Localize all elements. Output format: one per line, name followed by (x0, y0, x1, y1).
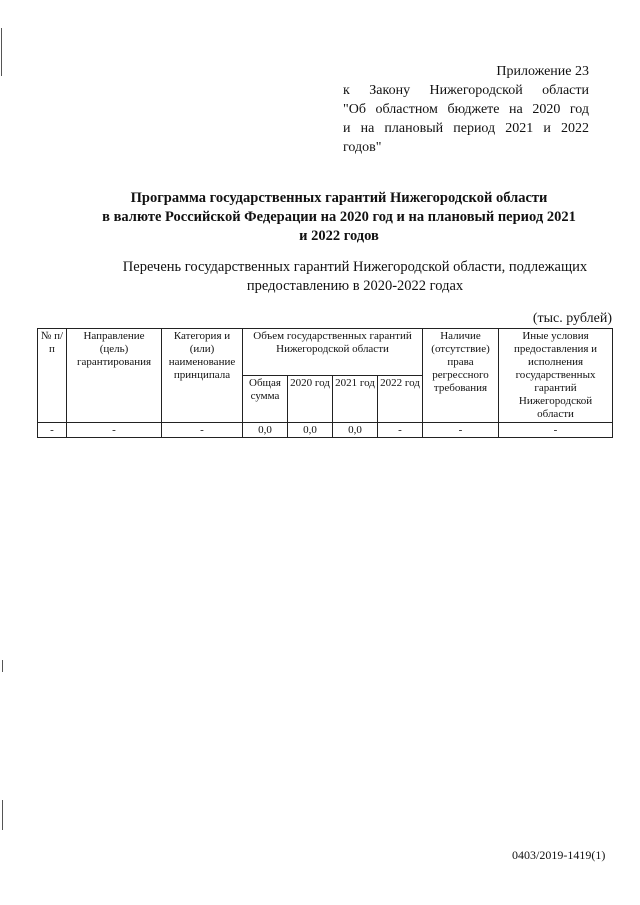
table-row (38, 423, 613, 438)
appendix-line: к Закону Нижегородской области (343, 83, 589, 98)
title-line: и 2022 годов (299, 228, 379, 244)
title-line: Программа государственных гарантий Нижегородской области (130, 190, 548, 206)
table-cell: - (499, 423, 613, 438)
table-cell: 0,0 (333, 423, 378, 438)
header-total: Общая сумма (243, 376, 288, 423)
appendix-line: "Об областном бюджете на 2020 год (343, 102, 589, 117)
title-line: в валюте Российской Федерации на 2020 год и на плановый период 2021 (102, 209, 576, 225)
appendix-line: Приложение 23 (496, 64, 589, 79)
header-conditions: Иные условия предоставления и исполнения государственных гарантий Нижегородской области (499, 329, 613, 423)
units-label: (тыс. рублей) (532, 311, 612, 326)
document-subtitle (80, 258, 630, 296)
header-num: № п/п (38, 329, 67, 423)
header-regress: Наличие (отсутствие) права регрессного требования (423, 329, 499, 423)
header-volume: Объем государственных гарантий Нижегородской области (243, 329, 423, 376)
scan-edge-mark (1, 28, 2, 76)
appendix-line: и на плановый период 2021 и 2022 (343, 121, 589, 136)
table-cell: - (67, 423, 162, 438)
subtitle-line: Перечень государственных гарантий Нижегородской области, подлежащих (122, 259, 588, 275)
document-title (60, 189, 618, 246)
table-cell: - (162, 423, 243, 438)
appendix-note (343, 62, 589, 157)
table-cell: - (38, 423, 67, 438)
table-cell: 0,0 (243, 423, 288, 438)
header-2022: 2022 год (378, 376, 423, 423)
appendix-line: годов" (343, 140, 382, 155)
header-2021: 2021 год (333, 376, 378, 423)
table-cell: - (423, 423, 499, 438)
scan-edge-mark (2, 660, 3, 672)
document-code: 0403/2019-1419(1) (512, 848, 606, 862)
header-2020: 2020 год (288, 376, 333, 423)
header-direction: Направление (цель) гарантирования (67, 329, 162, 423)
scan-edge-mark (2, 800, 3, 830)
header-category: Категория и (или) наименование принципала (162, 329, 243, 423)
table-cell: - (378, 423, 423, 438)
table-cell: 0,0 (288, 423, 333, 438)
guarantees-table (37, 328, 613, 438)
subtitle-line: предоставлению в 2020-2022 годах (246, 278, 464, 294)
